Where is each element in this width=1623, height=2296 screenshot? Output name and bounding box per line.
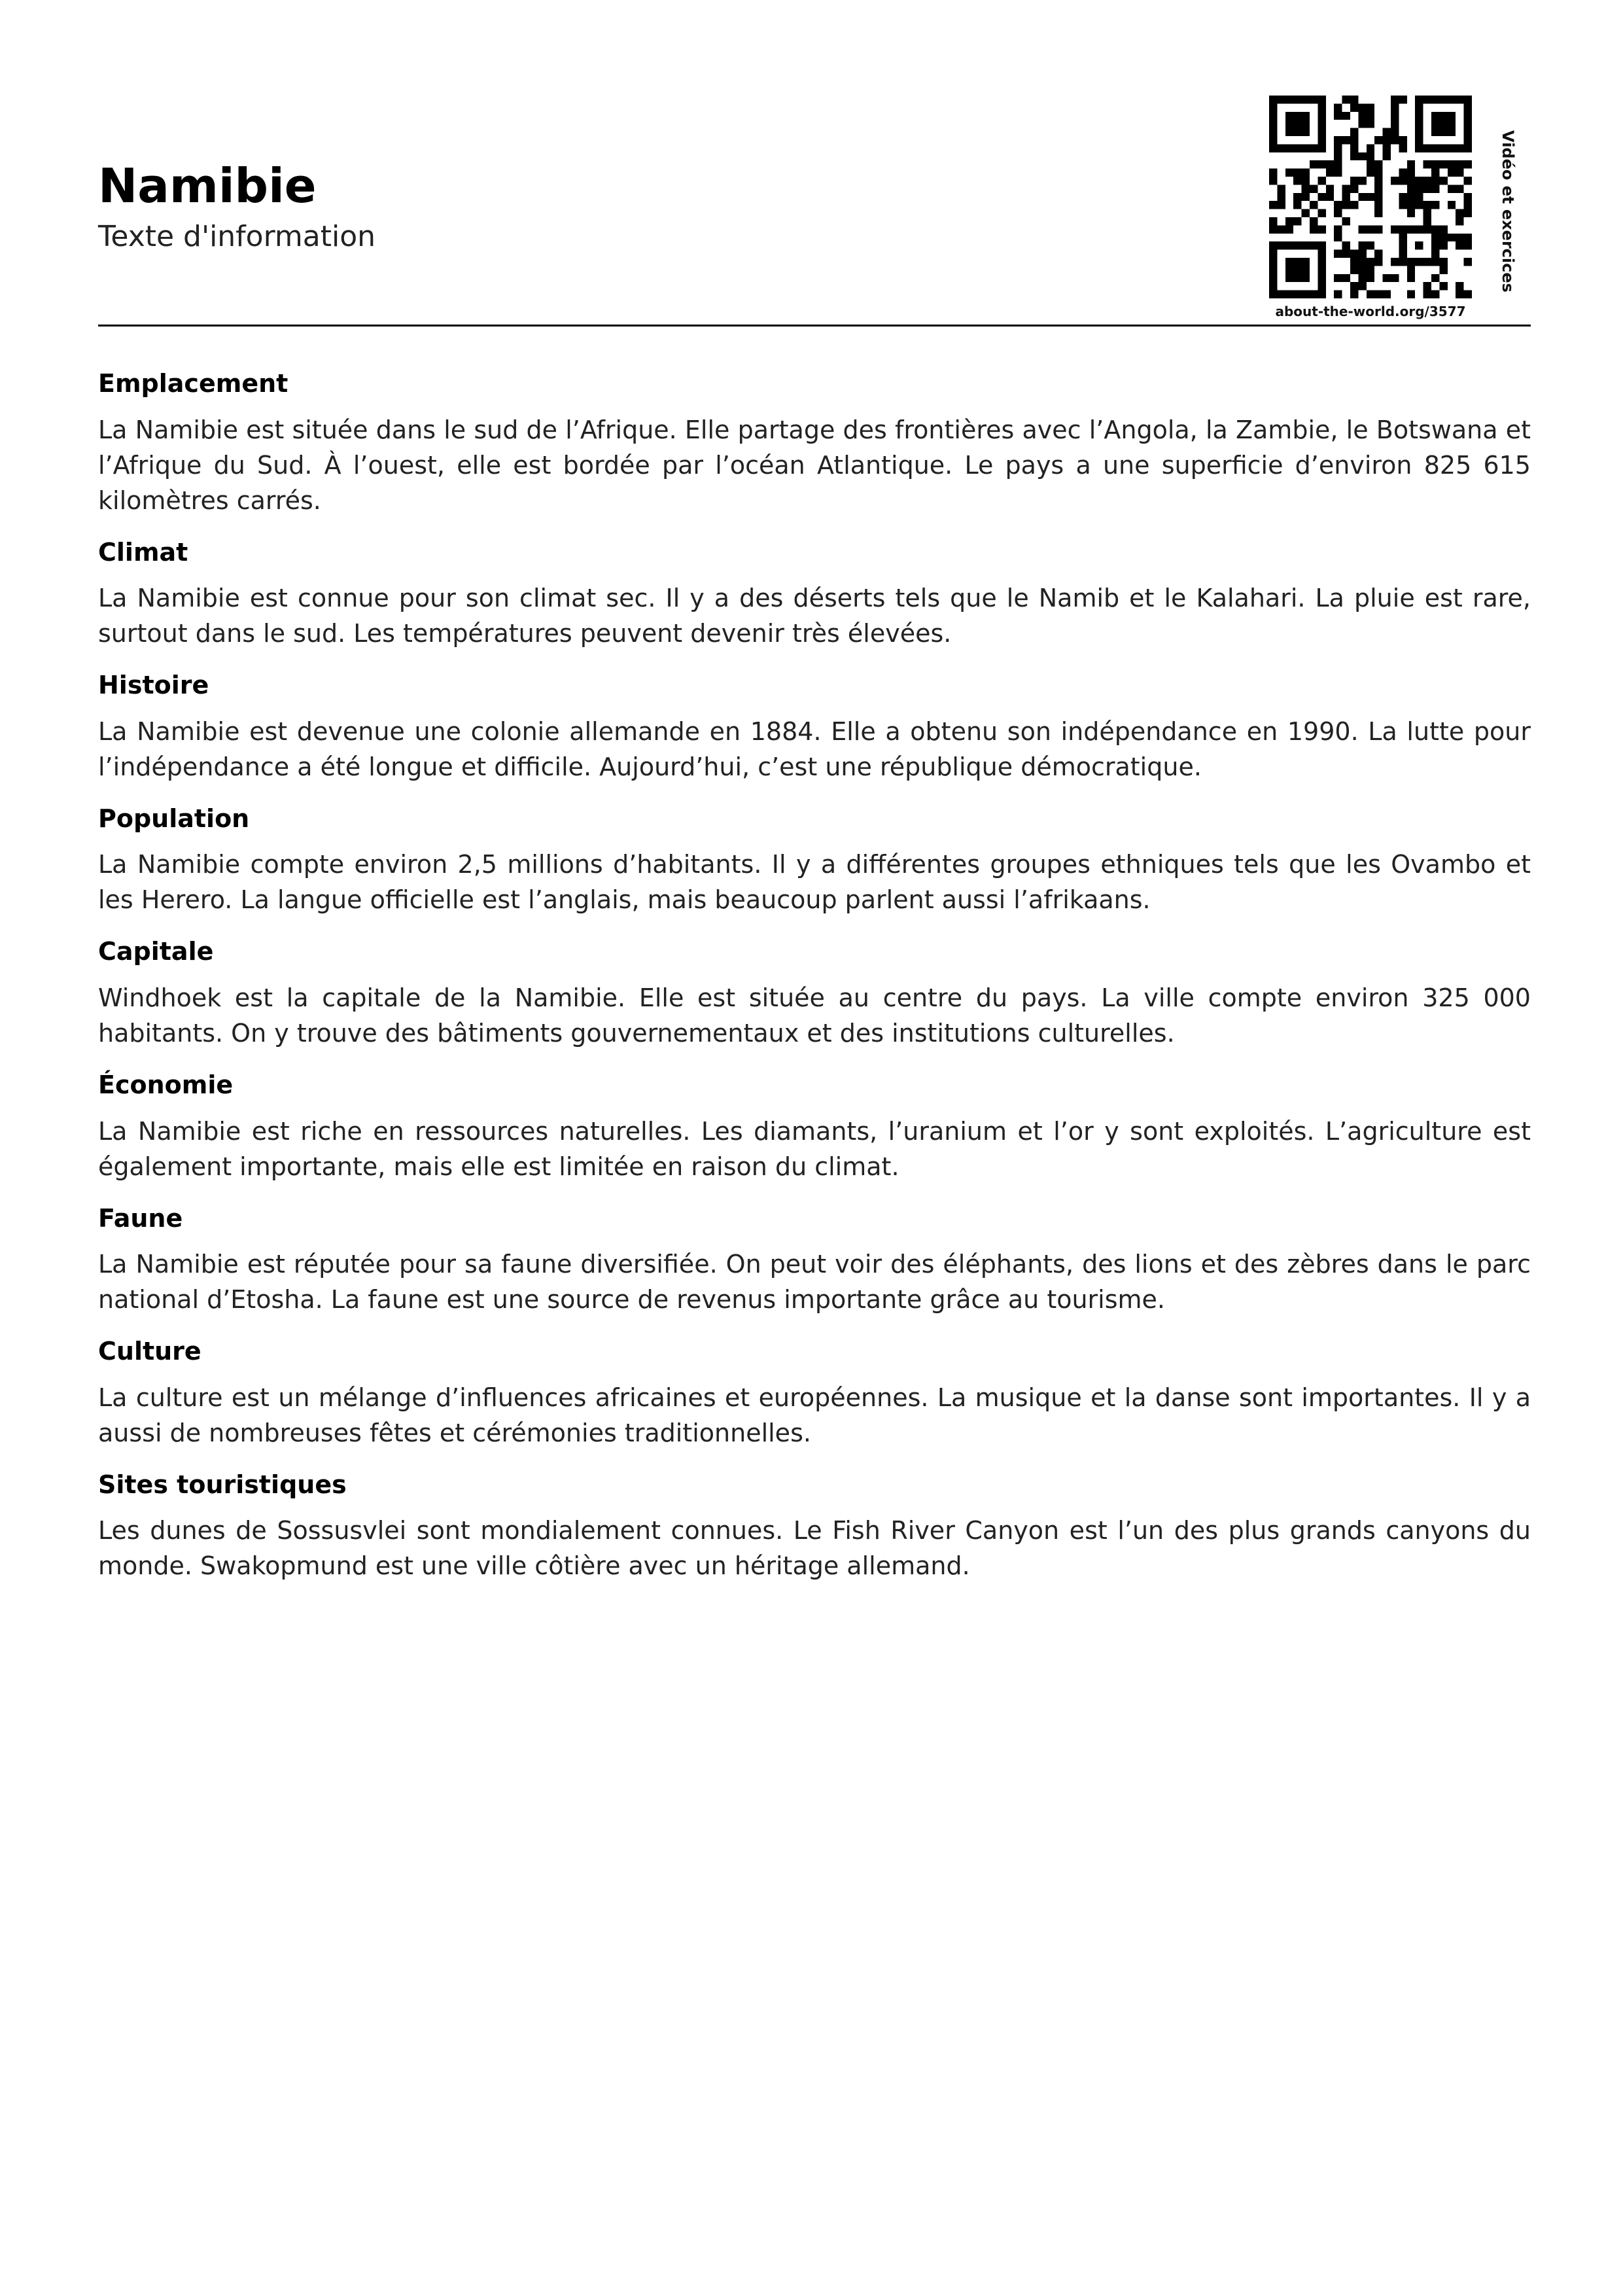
qr-code-icon[interactable] xyxy=(1269,96,1472,298)
section-capital xyxy=(98,937,1531,1051)
section-title: Économie xyxy=(98,1070,234,1099)
section-climate xyxy=(98,538,1531,652)
section-title: Culture xyxy=(98,1337,201,1366)
section-title: Population xyxy=(98,804,250,833)
section-title: Climat xyxy=(98,537,188,567)
section-location xyxy=(98,369,1531,518)
section-text: La Namibie est connue pour son climat sec. Il y a des déserts tels que le Namib et le Kalahari. La pluie est rare, surtout dans le sud. Les températures peuvent devenir très élevées. xyxy=(98,584,1531,648)
qr-url-label[interactable]: about-the-world.org/3577 xyxy=(1275,304,1466,319)
document-body xyxy=(98,353,1531,1603)
header-divider xyxy=(98,325,1531,327)
section-title: Emplacement xyxy=(98,369,288,398)
section-text: La culture est un mélange d’influences africaines et européennes. La musique et la danse sont importantes. Il y a aussi de nombreuses fêtes et cérémonies traditionnelles. xyxy=(98,1383,1531,1447)
section-population xyxy=(98,804,1531,918)
section-text: La Namibie est devenue une colonie allemande en 1884. Elle a obtenu son indépendance en 1990. La lutte pour l’indépendance a été longue et difficile. Aujourd’hui, c’est une république démocratique. xyxy=(98,716,1531,781)
section-title: Capitale xyxy=(98,937,214,966)
section-title: Histoire xyxy=(98,671,209,700)
section-tourist-sites xyxy=(98,1470,1531,1584)
page-subtitle: Texte d'information xyxy=(98,220,376,253)
section-culture xyxy=(98,1337,1531,1451)
section-title: Faune xyxy=(98,1203,183,1233)
section-text: La Namibie compte environ 2,5 millions d’habitants. Il y a différentes groupes ethniques tels que les Ovambo et les Herero. La langue officielle est l’anglais, mais beaucoup parlent aussi l’afrikaans. xyxy=(98,850,1531,915)
section-fauna xyxy=(98,1204,1531,1318)
section-text: La Namibie est située dans le sud de l’Afrique. Elle partage des frontières avec l’Angola, la Zambie, le Botswana et l’Afrique du Sud. À l’ouest, elle est bordée par l’océan Atlantique. Le pays a une superficie d’environ 825 615 kilomètres carrés. xyxy=(98,415,1531,515)
section-text: La Namibie est réputée pour sa faune diversifiée. On peut voir des éléphants, des lions et des zèbres dans le parc national d’Etosha. La faune est une source de revenus importante grâce au tourisme. xyxy=(98,1250,1531,1315)
page-title: Namibie xyxy=(98,158,317,213)
section-text: Les dunes de Sossusvlei sont mondialement connues. Le Fish River Canyon est l’un des plus grands canyons du monde. Swakopmund est une ville côtière avec un héritage allemand. xyxy=(98,1516,1531,1581)
page-header xyxy=(98,92,1531,327)
section-text: Windhoek est la capitale de la Namibie. Elle est située au centre du pays. La ville compte environ 325 000 habitants. On y trouve des bâtiments gouvernementaux et des institutions culturelles. xyxy=(98,983,1531,1048)
qr-code-block[interactable] xyxy=(1269,96,1492,318)
section-title: Sites touristiques xyxy=(98,1470,347,1499)
section-economy xyxy=(98,1070,1531,1184)
video-exercises-text: Vidéo et exercices xyxy=(1499,130,1517,292)
section-history xyxy=(98,671,1531,785)
section-text: La Namibie est riche en ressources naturelles. Les diamants, l’uranium et l’or y sont exploités. L’agriculture est également importante, mais elle est limitée en raison du climat. xyxy=(98,1116,1531,1181)
